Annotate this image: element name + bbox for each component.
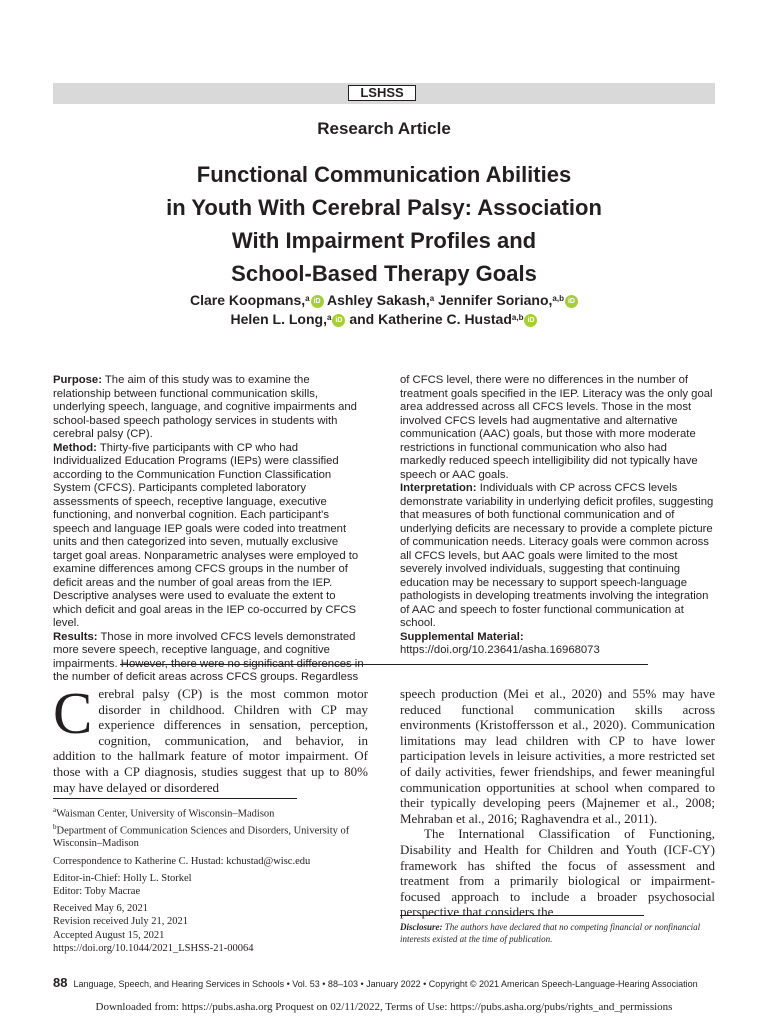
body-paragraph: speech production (Mei et al., 2020) and 55% may have reduced functional communication skills across environments (Kristoffersson et al., 2020). Communication limitations may lead children with CP to have lower participation levels in leisure activities, a more restricted set of daily activities, fewer friendships, and fewer meaningful communication opportunities at school when compared to their typically developing peers (Majnemer et al., 2008; Mehraban et al., 2016; Raghavendra et al., 2011). bbox=[400, 686, 715, 826]
body-left-column bbox=[53, 680, 368, 795]
editor: Editor: Toby Macrae bbox=[53, 886, 141, 898]
body-paragraph: The International Classification of Functioning, Disability and Health for Children and Youth (ICF-CY) framework has shifted the focus of assessment and treatment from a primarily biological or impairment-focused approach to include a broader psychosocial perspective that considers the bbox=[400, 826, 715, 920]
author: Helen L. Long,$^a$ iD bbox=[231, 311, 346, 327]
correspondence: Correspondence to Katherine C. Hustad: kchustad@wisc.edu bbox=[53, 855, 311, 867]
article-title bbox=[84, 158, 684, 290]
abstract-results-continued: of CFCS level, there were no differences in the number of treatment goals specified in the IEP. Literacy was the only goal area addressed across all CFCS levels. Those in the most involved CFCS levels had augmentative and alternative communication (AAC) goals, but those with more moderate restrictions in functional communication who also had markedly reduced speech intelligibility did not typically have speech or AAC goals. bbox=[400, 374, 713, 481]
abstract-method: Method: Thirty-five participants with CP who had Individualized Education Programs (IEPs) were classified according to the Communication Function Classification System (CFCS). Participants completed laboratory assessments of speech, receptive language, executive functioning, and nonverbal cognition. Each participant's speech and language IEP goals were coded into treatment units and then categorized into seven, mutually exclusive target goal areas. Nonparametric analyses were employed to examine differences among CFCS groups in the number of deficit areas and the number of goal areas from the IEP. Descriptive analyses were used to evaluate the extent to which deficit and goal areas in the IEP co-occurred by CFCS level. bbox=[53, 441, 359, 629]
abstract-purpose: Purpose: The aim of this study was to examine the relationship between functional communication skills, underlying speech, language, and cognitive impairments and school-based speech pathology services in students with cerebral palsy (CP). bbox=[53, 374, 357, 440]
abstract-supplemental: Supplemental Material: https://doi.org/10.23641/asha.16968073 bbox=[400, 630, 600, 656]
author: Jennifer Soriano,$^{a,b}$ iD bbox=[438, 292, 578, 308]
editor-in-chief: Editor-in-Chief: Holly L. Storkel bbox=[53, 872, 192, 884]
body-right-column bbox=[400, 686, 715, 920]
received-date: Received May 6, 2021 bbox=[53, 903, 149, 915]
disclosure-note: Disclosure: The authors have declared that no competing financial or nonfinancial interests existed at the time of publication. bbox=[400, 922, 701, 944]
supplemental-link[interactable]: https://doi.org/10.23641/asha.16968073 bbox=[400, 644, 600, 656]
author: Ashley Sakash,$^a$ bbox=[326, 292, 435, 308]
footnote-divider bbox=[53, 798, 297, 799]
abstract-results: Results: Those in more involved CFCS levels demonstrated more severe speech, receptive language, and cognitive impairments. However, there were no significant differences in the number of deficit areas across CFCS groups. Regardless bbox=[53, 630, 364, 683]
title-line: in Youth With Cerebral Palsy: Association bbox=[166, 195, 602, 220]
disclosure-divider bbox=[400, 915, 644, 916]
orcid-icon[interactable]: iD bbox=[565, 295, 578, 308]
article-doi[interactable]: https://doi.org/10.1044/2021_LSHSS-21-00064 bbox=[53, 942, 254, 954]
page-number: 88 bbox=[53, 975, 68, 990]
page-footer bbox=[53, 975, 723, 990]
orcid-icon[interactable]: iD bbox=[524, 314, 537, 327]
revision-date: Revision received July 21, 2021 bbox=[53, 916, 189, 928]
affiliation-b: $^b$Department of Communication Sciences and Disorders, University of Wisconsin–Madison bbox=[53, 822, 350, 850]
abstract-left-column bbox=[53, 374, 367, 685]
title-line: School-Based Therapy Goals bbox=[231, 261, 537, 286]
article-type: Research Article bbox=[317, 119, 451, 138]
title-line: With Impairment Profiles and bbox=[231, 228, 537, 253]
title-line: Functional Communication Abilities bbox=[196, 162, 572, 187]
author: and Katherine C. Hustad$^{a,b}$ iD bbox=[349, 311, 537, 327]
abstract-divider bbox=[120, 664, 648, 665]
author-list bbox=[100, 291, 668, 329]
orcid-icon[interactable]: iD bbox=[311, 295, 324, 308]
abstract-right-column bbox=[400, 374, 714, 658]
journal-badge: LSHSS bbox=[348, 85, 416, 101]
abstract-interpretation: Interpretation: Individuals with CP across CFCS levels demonstrate variability in underlying deficit profiles, suggesting that measures of both functional communication and of underlying deficits are necessary to provide a complete picture of communication needs. Literacy goals were common across all CFCS levels, but AAC goals were limited to the most severely involved individuals, suggesting that continuing education may be necessary to support speech-language pathologists in developing treatments involving the integration of AAC and speech to foster functional communication at school. bbox=[400, 482, 714, 629]
accepted-date: Accepted August 15, 2021 bbox=[53, 929, 165, 941]
author: Clare Koopmans,$^a$ iD bbox=[190, 292, 324, 308]
orcid-icon[interactable]: iD bbox=[332, 314, 345, 327]
affiliation-a: $^a$Waisman Center, University of Wisconsin–Madison bbox=[53, 806, 275, 820]
drop-cap: C bbox=[53, 680, 93, 746]
download-notice: Downloaded from: https://pubs.asha.org Proquest on 02/11/2022, Terms of Use: https://pubs.asha.org/pubs/rights_and_permissions bbox=[95, 1001, 673, 1013]
journal-citation: Language, Speech, and Hearing Services in Schools • Vol. 53 • 88–103 • January 2022 • Copyright © 2021 American Speech-Language-Hearing Association bbox=[73, 979, 698, 989]
intro-paragraph: Cerebral palsy (CP) is the most common motor disorder in childhood. Children with CP may experience differences in sensation, perception, cognition, communication, and behavior, in addition to the hallmark feature of motor impairment. Of those with a CP diagnosis, studies suggest that up to 80% may have delayed or disordered bbox=[53, 680, 368, 795]
affiliations-block bbox=[53, 804, 368, 955]
